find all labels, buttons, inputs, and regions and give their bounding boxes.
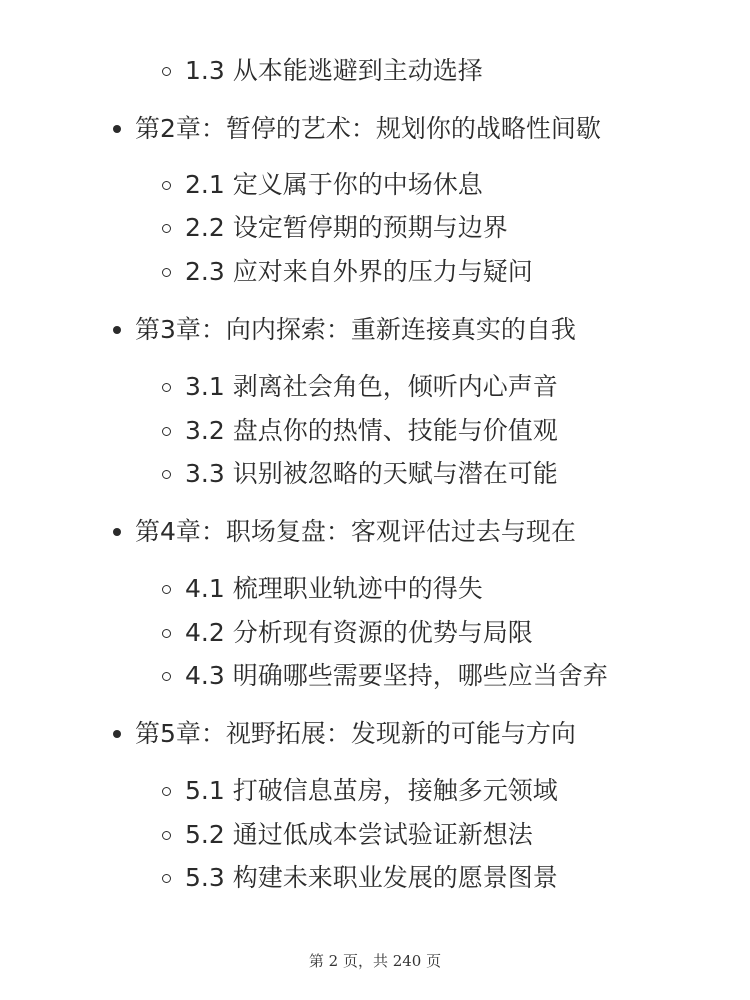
toc-section-4-2 xyxy=(162,616,533,650)
toc-section-2-3 xyxy=(162,255,533,289)
section-label: 4.2 分析现有资源的优势与局限 xyxy=(185,618,533,647)
toc-section-3-3 xyxy=(162,457,558,491)
toc-section-2-2 xyxy=(162,211,508,245)
circle-bullet-icon xyxy=(162,585,171,594)
section-label: 4.3 明确哪些需要坚持，哪些应当舍弃 xyxy=(185,661,608,690)
circle-bullet-icon xyxy=(162,831,171,840)
disc-bullet-icon xyxy=(113,528,121,536)
circle-bullet-icon xyxy=(162,383,171,392)
circle-bullet-icon xyxy=(162,874,171,883)
circle-bullet-icon xyxy=(162,629,171,638)
section-label: 1.3 从本能逃避到主动选择 xyxy=(185,56,483,85)
toc-chapter-3 xyxy=(113,313,576,347)
circle-bullet-icon xyxy=(162,224,171,233)
circle-bullet-icon xyxy=(162,787,171,796)
circle-bullet-icon xyxy=(162,67,171,76)
toc-section-4-3 xyxy=(162,659,608,693)
section-label: 5.3 构建未来职业发展的愿景图景 xyxy=(185,863,558,892)
toc-section-5-2 xyxy=(162,818,533,852)
chapter-title: 第5章：视野拓展：发现新的可能与方向 xyxy=(135,719,576,748)
toc-section-4-1 xyxy=(162,572,483,606)
toc-section-1-3 xyxy=(162,54,483,88)
section-label: 5.2 通过低成本尝试验证新想法 xyxy=(185,820,533,849)
section-label: 2.2 设定暂停期的预期与边界 xyxy=(185,213,508,242)
toc-section-5-1 xyxy=(162,774,558,808)
chapter-title: 第2章：暂停的艺术：规划你的战略性间歇 xyxy=(135,114,601,143)
circle-bullet-icon xyxy=(162,268,171,277)
section-label: 3.1 剥离社会角色，倾听内心声音 xyxy=(185,372,558,401)
disc-bullet-icon xyxy=(113,125,121,133)
disc-bullet-icon xyxy=(113,730,121,738)
chapter-title: 第4章：职场复盘：客观评估过去与现在 xyxy=(135,517,576,546)
circle-bullet-icon xyxy=(162,427,171,436)
toc-section-3-2 xyxy=(162,414,558,448)
toc-section-3-1 xyxy=(162,370,558,404)
circle-bullet-icon xyxy=(162,181,171,190)
disc-bullet-icon xyxy=(113,326,121,334)
toc-section-5-3 xyxy=(162,861,558,895)
toc-section-2-1 xyxy=(162,168,483,202)
toc-chapter-2 xyxy=(113,112,601,146)
circle-bullet-icon xyxy=(162,672,171,681)
section-label: 2.1 定义属于你的中场休息 xyxy=(185,170,483,199)
toc-chapter-4 xyxy=(113,515,576,549)
circle-bullet-icon xyxy=(162,470,171,479)
section-label: 2.3 应对来自外界的压力与疑问 xyxy=(185,257,533,286)
section-label: 4.1 梳理职业轨迹中的得失 xyxy=(185,574,483,603)
page-number-footer: 第 2 页，共 240 页 xyxy=(308,952,442,970)
toc-chapter-5 xyxy=(113,717,576,751)
section-label: 5.1 打破信息茧房，接触多元领域 xyxy=(185,776,558,805)
chapter-title: 第3章：向内探索：重新连接真实的自我 xyxy=(135,315,576,344)
section-label: 3.3 识别被忽略的天赋与潜在可能 xyxy=(185,459,558,488)
section-label: 3.2 盘点你的热情、技能与价值观 xyxy=(185,416,558,445)
